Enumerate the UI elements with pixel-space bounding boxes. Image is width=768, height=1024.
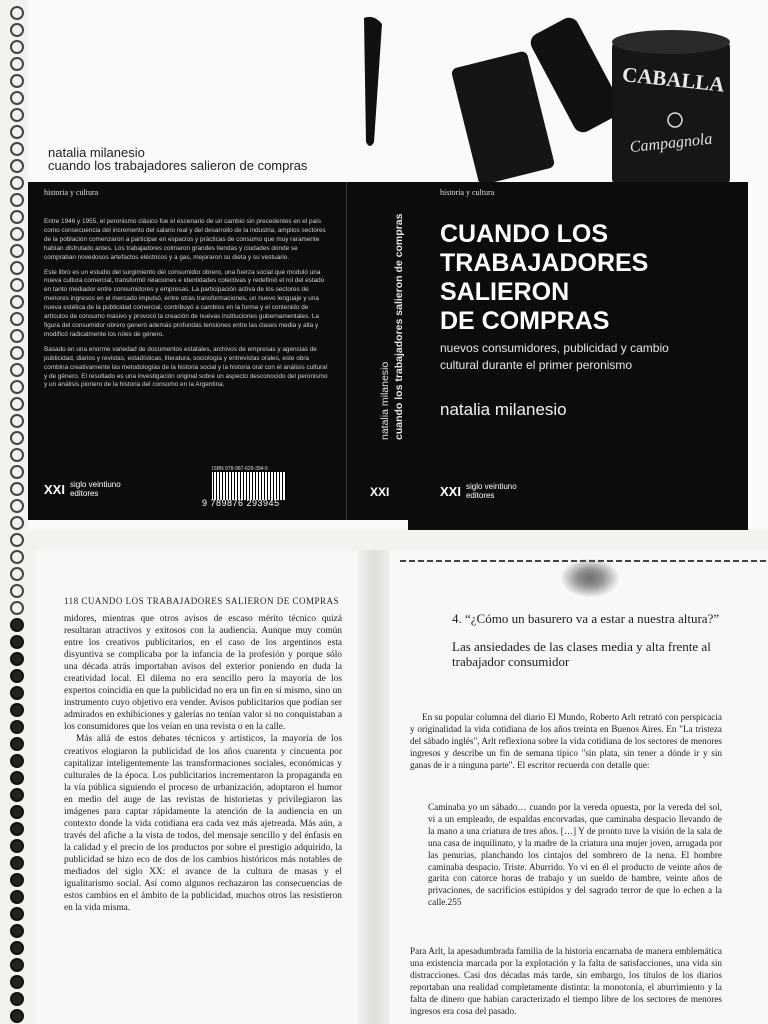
binding-hole xyxy=(10,176,24,190)
binding-hole xyxy=(10,142,24,156)
publisher-label: siglo veintiuno xyxy=(69,480,121,489)
binding-hole xyxy=(10,210,24,224)
scan-smudge xyxy=(560,558,620,598)
binding-hole xyxy=(10,482,24,496)
back-series-label: historia y cultura xyxy=(44,188,99,197)
front-title xyxy=(440,220,740,336)
title-line: SALIERON xyxy=(440,278,570,306)
binding-hole xyxy=(10,159,24,173)
binding-hole xyxy=(10,23,24,37)
binding-hole xyxy=(10,363,24,377)
spine-author: natalia milanesio xyxy=(379,361,391,440)
front-subtitle xyxy=(440,340,740,374)
binding-hole xyxy=(10,312,24,326)
binding-hole xyxy=(10,873,24,887)
binding-hole xyxy=(10,91,24,105)
chapter-continuation xyxy=(410,946,722,1018)
can-left xyxy=(451,50,556,182)
back-cover-text xyxy=(44,218,329,396)
binding-hole xyxy=(10,907,24,921)
binding-hole xyxy=(10,57,24,71)
binding-hole xyxy=(10,924,24,938)
top-title: cuando los trabajadores salieron de compras xyxy=(48,158,308,173)
binding-hole xyxy=(10,567,24,581)
publisher-logo: XXI xyxy=(44,481,65,497)
cans-illustration xyxy=(360,0,740,182)
subtitle-line: cultural durante el primer peronismo xyxy=(440,358,633,372)
top-author: natalia milanesio xyxy=(48,145,145,160)
spine-title: cuando los trabajadores salieron de compras xyxy=(393,213,405,440)
publisher-name xyxy=(466,482,517,500)
can-label-caballa: CABALLA xyxy=(621,62,726,97)
binding-hole xyxy=(10,720,24,734)
chapter-subtitle: Las ansiedades de las clases media y alta frente al trabajador consumidor xyxy=(452,639,711,669)
binding-hole xyxy=(10,465,24,479)
running-header: 118 CUANDO LOS TRABAJADORES SALIERON DE COMPRAS xyxy=(64,596,340,606)
binding-hole xyxy=(10,295,24,309)
front-author: natalia milanesio xyxy=(440,400,567,419)
can-label-campagnola: Campagnola xyxy=(629,130,714,157)
back-paragraph: Entre 1946 y 1955, el peronismo clásico fue el escenario de un cambio sin precedentes en el país como consecuencia del incremento del salario real y del desarrollo de la industria, amplios sectores de la población comenzaron a participar en espacios y prácticas de consumo que muy raramente habían disfrutado antes. Los trabajadores colmaron grandes tiendas y ciudades donde se compraban novedosos artefactos eléctricos y a gas, mejoraron su dieta y su vestuario. xyxy=(44,218,326,261)
paragraph: Más allá de estos debates técnicos y artísticos, la mayoría de los creativos elogiaron la publicidad de los años cuarenta y cincuenta por capitalizar inteligentemente las transformaciones sociales, económicas y culturales de la época. Los publicitarios incrementaron la propaganda en la vía pública siguiendo el proceso de urbanización, adoptaron el humor en medio del auge de las revistas de historietas y privilegiaron las imágenes para captar rápidamente la atención de la audiencia en un contexto donde la vida cotidiana era cada vez más ajetreada. Más aún, a través del afiche a la vista de todos, del mensaje sencillo y del énfasis en la calidad y el precio de los productos por sobre el prestigio adquirido, la publicidad se hizo eco de dos de los cambios históricos más notables de mediados del siglo XX: el avance de la cultura de masas y el igualitarismo social. Así como algunos rechazaron las consecuencias de estos cambios en el ámbito de la publicidad, muchos otros las resistieron en la vida misma. xyxy=(64,734,342,914)
binding-hole xyxy=(10,669,24,683)
barcode xyxy=(212,472,286,500)
binding-hole xyxy=(10,958,24,972)
binding-hole xyxy=(10,414,24,428)
binding-hole xyxy=(10,516,24,530)
paragraph: En su popular columna del diario El Mundo, Roberto Arlt retrató con perspicacia y originalidad la vida cotidiana de los años treinta en Buenos Aires. En "La tristeza del sábado inglés", Arlt reflexiona sobre la vida cotidiana de los sectores de menores ingresos y describe un fin de semana típico "sin plata, sin tener a dónde ir y sin ganas de ir a ninguna parte". El escritor recuerda con detalle que: xyxy=(410,712,722,770)
binding-hole xyxy=(10,941,24,955)
binding-hole xyxy=(10,329,24,343)
binding-hole xyxy=(10,839,24,853)
spine-logo: XXI xyxy=(370,485,390,499)
back-paragraph: Este libro es un estudio del surgimiento del consumidor obrero, una fuerza social que moduló una nueva cultura comercial, transformó relaciones e identidades colectivas y redefinió el rol del estado en tanto mediador entre consumidores y empresas. La participación activa de los sectores de menores ingresos en el mercado impulsó, entre otras transformaciones, un nuevo lenguaje y una nueva estética de la publicidad comercial, contribuyó a cambios en la forma y el contenido de artículos de consumo masivo y provocó la creación de nuevas instituciones gubernamentales. La figura del consumidor obrero generó además profundas tensiones entre las clases media y alta y modificó radicalmente los roles de género. xyxy=(44,268,325,338)
publisher-sub: editores xyxy=(69,489,99,498)
binding-hole xyxy=(10,278,24,292)
title-line: DE COMPRAS xyxy=(440,307,610,335)
back-publisher xyxy=(44,480,121,498)
binding-hole xyxy=(10,975,24,989)
binding-hole xyxy=(10,652,24,666)
binding-hole xyxy=(10,822,24,836)
binding-hole xyxy=(10,397,24,411)
binding-hole xyxy=(10,635,24,649)
binding-hole xyxy=(10,227,24,241)
gutter xyxy=(358,550,390,1024)
paragraph: midores, mientras que otros avisos de escaso mérito técnico quizá resultaran atractivos y exitosos con la audiencia. Aunque muy común entre los creativos publicitarios, en el caso de los argentinos esta disyuntiva se complicaba por la infancia de la profesión y porque sólo una década atrás importaban avisos del exterior poniendo en duda la creatividad local. El dilema no era sencillo pero la mayoría de los expertos coincidía en que la publicidad no era un fin en sí mismo, sino un instrumento cuyo objetivo era vender. Avisos publicitarios que podían ser admirados en exhibiciones y galerías no tenían valor si no conquistaban a los consumidores que los veían en una revista o en la calle. xyxy=(64,614,342,733)
binding-hole xyxy=(10,618,24,632)
back-paragraph: Basado en una enorme variedad de documentos estatales, archivos de empresas y agencias de publicidad, diarios y revistas, estadísticas, literatura, sociología y entrevistas orales, este obra combina creativamente las metodologías de la historia social y la historia oral con el análisis cultural y de género. El resultado es una investigación original sobre un aspecto desconocido del peronismo y un análisis pionero de la historia del consumo en la Argentina. xyxy=(44,345,328,389)
binding-hole xyxy=(10,244,24,258)
binding-hole xyxy=(10,74,24,88)
front-publisher xyxy=(440,482,517,500)
binding-hole xyxy=(10,771,24,785)
quote-text: Caminaba yo un sábado… cuando por la vereda opuesta, por la vereda del sol, vi a un empleado, de espaldas encorvadas, que caminaba despacio llevando de la mano a una criatura de tres años. […] Y de pronto tuve la visión de la sala de una casa de inquilinato, y la madre de la criatura una mujer joven, arrugada por las penurias, planchando los cintajos del sombrero de la nena. El hombre caminaba despacio. Triste. Aburrido. Yo vi en él el producto de veinte años de garita con catorce horas de trabajo y un sueldo de hambre, veinte años de privaciones, de sacrificios estúpidos y del sagrado terror de que lo echen a la calle.255 xyxy=(428,802,722,908)
binding-hole xyxy=(10,788,24,802)
binding-hole xyxy=(10,448,24,462)
binding-hole xyxy=(10,380,24,394)
binding-hole xyxy=(10,499,24,513)
binding-hole xyxy=(10,754,24,768)
block-quote xyxy=(428,802,722,909)
front-series-label: historia y cultura xyxy=(440,188,495,197)
binding-hole xyxy=(10,6,24,20)
binding-hole xyxy=(10,992,24,1006)
publisher-sub: editores xyxy=(465,491,495,500)
binding-hole xyxy=(10,601,24,615)
title-line: CUANDO LOS xyxy=(440,220,609,248)
chapter-intro xyxy=(410,712,722,772)
can-right xyxy=(612,38,730,182)
binding-hole xyxy=(10,533,24,547)
barcode-number: 9 789876 293945 xyxy=(202,498,280,508)
binding-hole xyxy=(10,431,24,445)
binding-hole xyxy=(10,125,24,139)
publisher-logo: XXI xyxy=(440,483,461,499)
binding-hole xyxy=(10,737,24,751)
paragraph: Para Arlt, la apesadumbrada familia de la historia encarnaba de manera emblemática una existencia marcada por la explotación y la falta de satisfacciones, una vida sin distracciones. Casi dos décadas más tarde, sin embargo, los títulos de los diarios reportaban una realidad completamente distinta: la monotonía, el aburrimiento y la falta de dinero que habían caracterizado el tiempo libre de los sectores de menores ingresos era cosa del pasado. xyxy=(410,946,722,1016)
left-page-body xyxy=(64,613,342,914)
publisher-label: siglo veintiuno xyxy=(465,482,517,491)
binding-hole xyxy=(10,40,24,54)
binding-hole xyxy=(10,856,24,870)
title-line: TRABAJADORES xyxy=(440,249,649,277)
subtitle-line: nuevos consumidores, publicidad y cambio xyxy=(440,341,669,355)
binding-hole xyxy=(10,584,24,598)
binding-hole xyxy=(10,703,24,717)
binding-hole xyxy=(10,1009,24,1023)
spine-text xyxy=(378,214,406,440)
isbn: ISBN 978-987-629-394-5 xyxy=(212,466,268,472)
binding-hole xyxy=(10,805,24,819)
chapter-title: 4. “¿Cómo un basurero va a estar a nuestra altura?” xyxy=(452,611,720,626)
binding-hole xyxy=(10,686,24,700)
publisher-name xyxy=(70,480,121,498)
binding-hole xyxy=(10,108,24,122)
binding-hole xyxy=(10,261,24,275)
binding-hole xyxy=(10,346,24,360)
binding-hole xyxy=(10,193,24,207)
knife-shape xyxy=(364,17,382,146)
binding-hole xyxy=(10,890,24,904)
binding-hole xyxy=(10,550,24,564)
